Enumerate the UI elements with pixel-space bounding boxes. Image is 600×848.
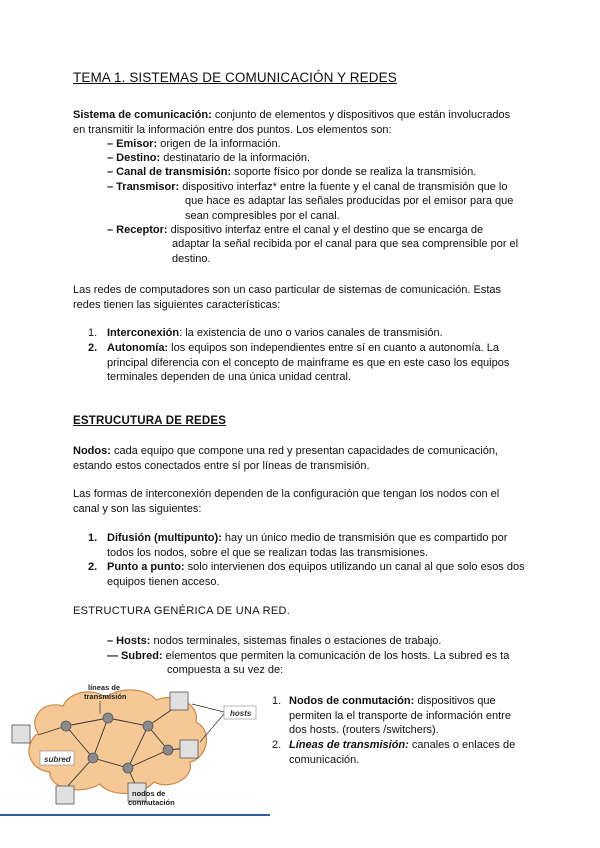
- section-heading-estructura: ESTRUCUTURA DE REDES: [73, 415, 227, 427]
- item-text: : la existencia de uno o varios canales de transmisión.: [179, 327, 443, 339]
- caracteristica-interconexion: [107, 326, 527, 341]
- list-item-hosts: [107, 634, 527, 649]
- list-item-emisor: [107, 137, 527, 152]
- list-number: 2.: [88, 342, 98, 354]
- page-title: TEMA 1. SISTEMAS DE COMUNICACIÓN Y REDES: [73, 70, 397, 85]
- label-hosts: hosts: [230, 709, 252, 718]
- list-number: 1.: [88, 327, 98, 339]
- item-text: hay un único medio de transmisión que es compartido por todos los nodos, sobre el que se realizan todas las transmisiones.: [107, 532, 508, 559]
- label-lineas: líneas de transmisión: [84, 683, 127, 701]
- list-item-transmisor: [107, 180, 527, 195]
- sistema-term: Sistema de comunicación:: [73, 109, 212, 121]
- section-heading-generica: ESTRUCTURA GENÉRICA DE UNA RED.: [73, 605, 291, 617]
- label-nodos: nodos de conmutación: [128, 789, 175, 807]
- item-text: origen de la información.: [157, 138, 281, 150]
- item-text: dispositivo interfaz* entre la fuente y el canal de transmisión que lo: [179, 181, 508, 193]
- item-term: Punto a punto:: [107, 561, 185, 573]
- list-item-subred: [107, 649, 527, 664]
- item-term: – Destino:: [107, 152, 161, 164]
- subred-item-nodos: [289, 694, 524, 738]
- list-number: 2.: [88, 561, 98, 573]
- nodos-paragraph: [73, 444, 523, 473]
- item-term: Nodos de conmutación:: [289, 695, 415, 707]
- item-text: los equipos son independientes entre sí en cuanto a autonomía. La principal diferencia con el concepto de mainframe es que en este caso los equipos terminales dependen de una única unidad central.: [107, 342, 510, 383]
- sistema-text: conjunto de elementos y dispositivos que están involucrados en transmitir la información entre dos puntos. Los elementos son:: [73, 109, 511, 136]
- item-term: – Canal de transmisión:: [107, 166, 232, 178]
- item-text: destinatario de la información.: [160, 152, 310, 164]
- caracteristica-autonomia: [107, 341, 527, 385]
- list-number: 1.: [88, 532, 98, 544]
- forma-difusion: [107, 531, 527, 560]
- list-item-receptor: [107, 223, 527, 238]
- list-item-destino: [107, 151, 527, 166]
- item-text: soporte físico por donde se realiza la transmisión.: [231, 166, 477, 178]
- item-text: elementos que permiten la comunicación de los hosts. La subred es ta: [162, 650, 510, 662]
- item-term: – Hosts:: [107, 635, 151, 647]
- list-item-receptor-cont: adaptar la señal recibida por el canal para que sea comprensible por el destino.: [172, 238, 519, 265]
- item-term: – Emisor:: [107, 138, 158, 150]
- item-term: Interconexión: [107, 327, 180, 339]
- nodos-term: Nodos:: [73, 445, 111, 457]
- item-text: nodos terminales, sistemas finales o estaciones de trabajo.: [150, 635, 442, 647]
- network-diagram: [8, 678, 266, 808]
- forma-punto-a-punto: [107, 560, 527, 589]
- item-text: dispositivos que permiten la el transporte de información entre dos hosts. (routers /switchers).: [289, 695, 511, 736]
- item-term: — Subred:: [107, 650, 163, 662]
- item-text: dispositivo interfaz entre el canal y el destino que se encarga de: [167, 224, 484, 236]
- list-item-transmisor-cont: que hace es adaptar las señales producidas por el emisor para que sean compresibles por el canal.: [185, 195, 514, 222]
- item-text: canales o enlaces de comunicación.: [289, 739, 516, 766]
- item-term: Autonomía:: [107, 342, 169, 354]
- list-item-canal: [107, 165, 527, 180]
- footer-rule: [0, 814, 270, 816]
- item-term: Difusión (multipunto):: [107, 532, 222, 544]
- label-subred: subred: [44, 755, 71, 764]
- list-number: 1.: [272, 695, 282, 707]
- redes-intro: Las redes de computadores son un caso particular de sistemas de comunicación. Estas redes tienen las siguientes características:: [73, 284, 502, 311]
- item-text: solo intervienen dos equipos utilizando un canal al que solo esos dos equipos tienen acceso.: [107, 561, 525, 588]
- item-term: Líneas de transmisión:: [289, 739, 409, 751]
- sistema-paragraph: [73, 108, 523, 137]
- item-term: – Transmisor:: [107, 181, 180, 193]
- item-term: – Receptor:: [107, 224, 168, 236]
- subred-item-lineas: [289, 738, 524, 767]
- formas-intro: Las formas de interconexión dependen de la configuración que tengan los nodos con el canal y son las siguientes:: [73, 488, 500, 515]
- nodos-text: cada equipo que compone una red y presentan capacidades de comunicación, estando estos conectados entre sí por líneas de transmisión.: [73, 445, 498, 472]
- list-number: 2.: [272, 739, 282, 751]
- list-item-subred-cont: compuesta a su vez de:: [167, 664, 284, 676]
